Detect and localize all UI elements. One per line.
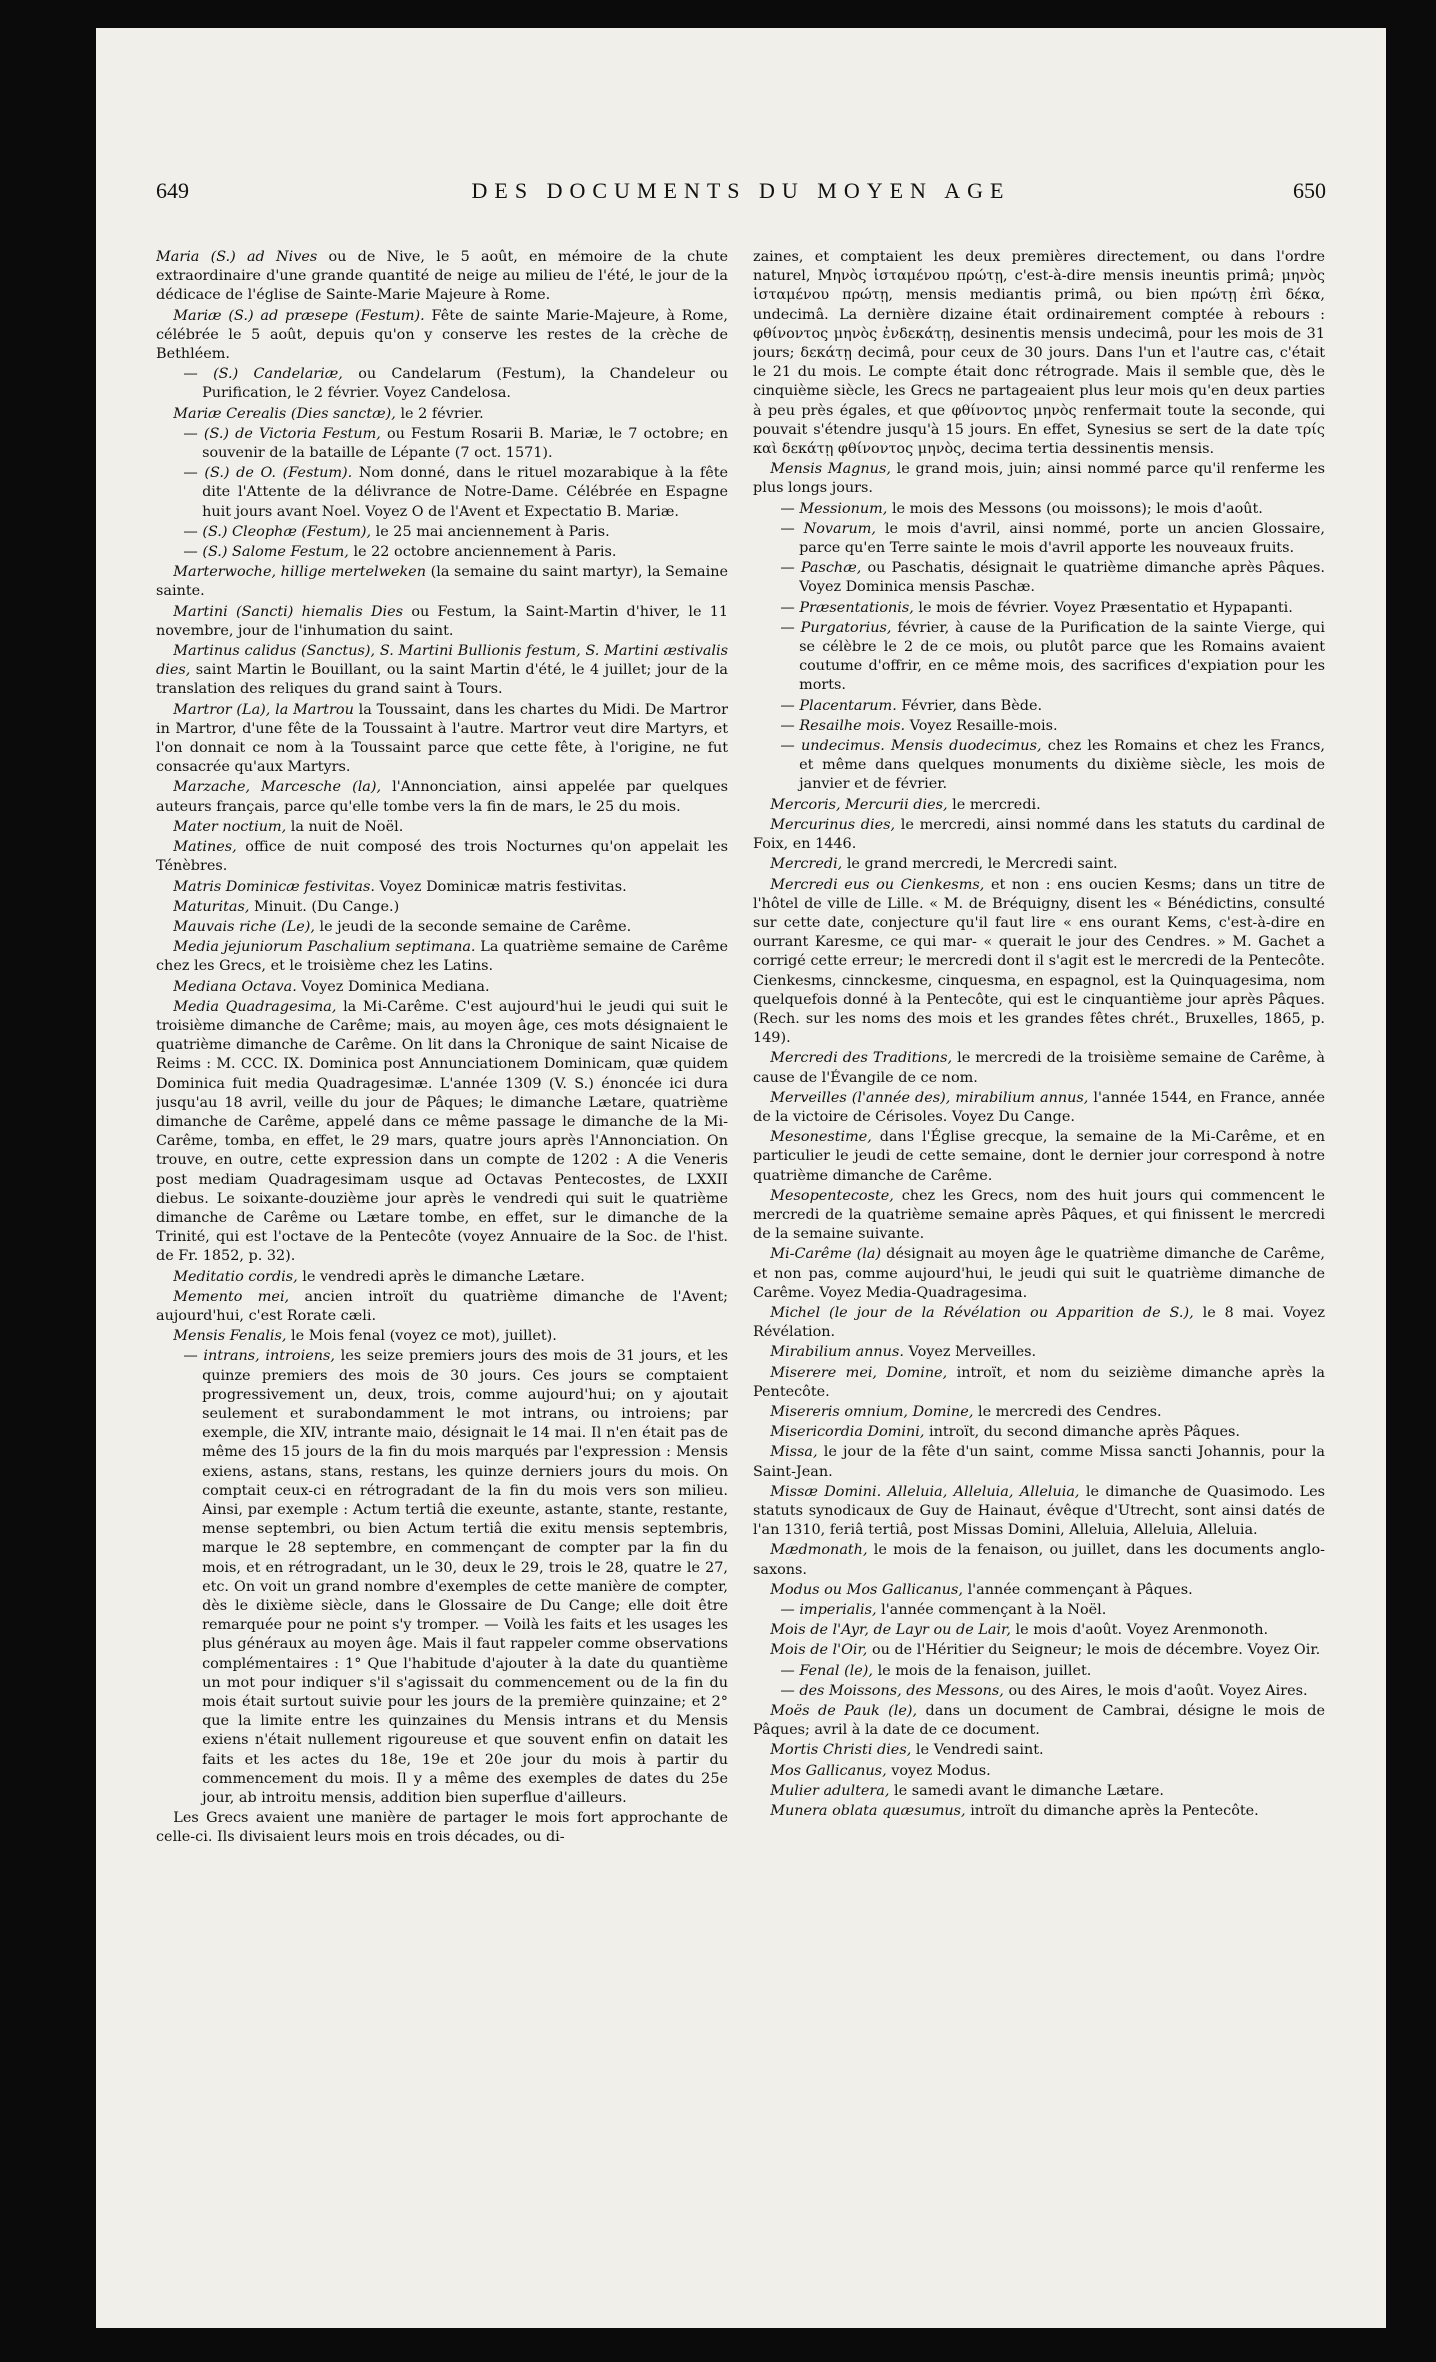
entry-text: dans un document de Cambrai, désigne le mois de Pâques; avril à la date de ce document. [753,1703,1325,1739]
entry-headword: Mariæ (S.) ad præsepe (Festum). [173,307,425,324]
entry-text: le Vendredi saint. [915,1742,1044,1759]
entry-text: l'année commençant à la Noël. [881,1602,1107,1619]
entry-text: l'année 1544, en France, année de la victoire de Cérisoles. Voyez Du Cange. [753,1089,1325,1125]
glossary-entry [753,1128,1325,1186]
entry-headword: Mois de l'Oir, [770,1642,868,1659]
entry-headword: Misericordia Domini, [770,1424,925,1441]
glossary-entry [799,697,1325,716]
entry-text: Les Grecs avaient une manière de partager le mois fort approchante de celle-ci. Ils divisaient leurs mois en trois décades, ou di- [156,1810,728,1846]
entry-headword: Præsentationis, [799,599,914,616]
entry-text: le 22 octobre anciennement à Paris. [353,544,617,561]
glossary-entry [799,1682,1325,1701]
glossary-entry [156,1288,728,1326]
book-page [96,28,1386,2328]
glossary-entry [202,464,728,522]
glossary-entry [799,737,1325,795]
entry-text: le mois d'avril, ainsi nommé, porte un ancien Glossaire, parce qu'en Terre sainte le mois d'avril apporte les nouveaux fruits. [799,520,1325,557]
glossary-entry [753,460,1325,498]
entry-headword: Mois de l'Ayr, de Layr ou de Lair, [770,1622,1011,1639]
glossary-entry [753,1089,1325,1127]
entry-text: le mois de février. Voyez Præsentatio et Hypapanti. [918,599,1293,616]
entry-text: Voyez Dominica Mediana. [301,978,490,995]
glossary-entry [753,1702,1325,1740]
entry-text: ou Paschatis, désignait le quatrième dimanche après Pâques. Voyez Dominica mensis Paschæ. [799,560,1325,596]
entry-headword: Mortis Christi dies, [770,1742,912,1759]
glossary-entry [156,603,728,641]
entry-headword: Maria (S.) ad Nives [156,249,318,265]
entry-headword: Mercurinus dies, [770,816,896,833]
entry-text: Minuit. (Du Cange.) [254,898,400,915]
glossary-entry [156,642,728,700]
entry-text: le mercredi de la troisième semaine de Carême, à cause de l'Évangile de ce nom. [753,1050,1325,1086]
glossary-entry [156,701,728,778]
glossary-entry [156,248,728,306]
glossary-entry [156,1268,728,1287]
entry-headword: Mercredi eus ou Cienkesms, [770,876,985,893]
entry-text: le mercredi, ainsi nommé dans les statuts du cardinal de Foix, en 1446. [753,816,1325,853]
entry-text: Nom donné, dans le rituel mozarabique à la fête dite l'Attente de la délivrance de Notre-Dame. Célébrée en Espagne huit jours avant Noel. Voyez O de l'Avent et Expectatio B. Mariæ. [202,465,728,520]
entry-headword: Mauvais riche (Le), [173,918,315,935]
entry-headword: Mulier adultera, [770,1782,890,1799]
entry-headword: Messionum, [799,500,888,517]
entry-text: Voyez Merveilles. [908,1344,1037,1361]
left-column [156,248,728,2298]
entry-text: la Toussaint, dans les chartes du Midi. De Martror in Martror, d'une fête de la Toussaint à l'autre. Martror veut dire Martyrs, et l'on donnait ce nom à la Toussaint parce que cette fête, à l'origine, ne fut consacrée qu'aux Martyrs. [156,701,728,776]
glossary-entry [156,1809,728,1847]
glossary-entry [799,500,1325,519]
entry-text: La quatrième semaine de Carême chez les Grecs, et le troisième chez les Latins. [156,939,728,975]
entry-text: zaines, et comptaient les deux premières directement, ou dans l'ordre naturel, Μηνὸς ἱσταμένου πρώτῃ, c'est-à-dire mensis ineuntis primâ; μηνὸς ἱσταμένου πρώτῃ, mensis mediantis primâ, ou bien πρώτῃ ἐπὶ δέκα, undecimâ. La dernière dizaine était ordinairement comptée à rebours : φθίνοντος μηνὸς ἐνδεκάτῃ, desinentis mensis undecimâ, pour les mois de 31 jours; δεκάτῃ decimâ, pour ceux de 30 jours. Dans l'un et l'autre cas, c'était le 21 du mois. Le compte était donc rétrograde. Mais il semble que, dès le cinquième siècle, les Grecs ne partageaient plus leur mois qu'en deux parties à peu près égales, et que φθίνοντος μηνὸς renfermait toute la seconde, qui pouvait s'étendre jusqu'à 15 jours. En effet, Synesius se sert de la date τρίς καὶ δεκάτῃ φθίνοντος μηνὸς, decima tertia dessinentis mensis. [753,249,1325,458]
entry-text: ou de l'Héritier du Seigneur; le mois de décembre. Voyez Oir. [871,1642,1321,1659]
entry-headword: (S.) de O. (Festum). [204,465,353,482]
glossary-entry [753,1641,1325,1660]
entry-headword: Missæ Domini. Alleluia, Alleluia, Alleluia, [770,1483,1080,1500]
entry-headword: Merveilles (l'année des), mirabilium annus, [770,1089,1089,1106]
glossary-entry [753,248,1325,459]
entry-headword: Misereris omnium, Domine, [770,1403,974,1420]
entry-text: chez les Grecs, nom des huit jours qui commencent le mercredi de la quatrième semaine après Pâques, et qui finissent le mercredi de la semaine suivante. [753,1187,1325,1243]
glossary-entry [202,1347,728,1808]
glossary-entry [202,425,728,463]
glossary-entry [753,1423,1325,1442]
entry-headword: Paschæ, [800,560,862,577]
entry-headword: Mirabilium annus. [770,1344,904,1361]
entry-text: le mercredi. [952,796,1041,813]
entry-headword: Missa, [770,1444,818,1461]
entry-text: ou des Aires, le mois d'août. Voyez Aires. [1008,1682,1308,1699]
entry-headword: Mercredi, [770,856,843,873]
glossary-entry [156,1327,728,1346]
glossary-entry [799,1601,1325,1620]
entry-headword: Novarum, [803,520,876,537]
entry-headword: (S.) Cleophæ (Festum), [202,523,372,540]
glossary-entry [156,778,728,816]
right-column [753,248,1325,2298]
entry-headword: undecimus. Mensis duodecimus, [800,738,1042,755]
entry-headword: Matines, [173,839,237,856]
entry-headword: (S.) Salome Festum, [202,544,349,561]
entry-text: dans l'Église grecque, la semaine de la Mi-Carême, et en particulier le jeudi de cette semaine, dont le dernier jour correspond à notre quatrième dimanche de Carême. [753,1129,1325,1184]
entry-headword: Mensis Fenalis, [173,1328,287,1345]
entry-text: introït, et nom du seizième dimanche après la Pentecôte. [753,1364,1325,1400]
glossary-entry [156,818,728,837]
entry-text: ou Candelarum (Festum), la Chandeleur ou Purification, le 2 février. Voyez Candelosa. [202,366,728,402]
entry-headword: Media Quadragesima, [173,998,337,1015]
entry-text: le jeudi de la seconde semaine de Carême. [319,918,632,935]
entry-text: le Mois fenal (voyez ce mot), juillet). [291,1328,557,1345]
glossary-entry [753,1187,1325,1245]
glossary-entry [799,520,1325,558]
entry-text: le mois de la fenaison, juillet. [877,1662,1092,1679]
entry-headword: Martror (La), la Martrou [173,701,354,718]
entry-headword: Munera oblata quæsumus, [770,1803,966,1820]
entry-text: le samedi avant le dimanche Lætare. [894,1782,1164,1799]
entry-headword: Marterwoche, hillige mertelweken [173,564,426,581]
glossary-entry [753,1741,1325,1760]
entry-headword: Mesopentecoste, [770,1187,894,1204]
glossary-entry [753,1541,1325,1579]
entry-headword: Moës de Pauk (le), [770,1703,918,1720]
entry-text: février, à cause de la Purification de la sainte Vierge, qui se célèbre le 2 de ce mois, ou plutôt parce que les Romains avaient coutume d'offrir, en ce même mois, des sacrifices d'expiation pour les morts. [799,619,1325,694]
entry-text: les seize premiers jours des mois de 31 jours, et les quinze premiers des mois de 30 jours. Ces jours se comptaient progressivement un, deux, trois, comme aujourd'hui; on y ajoutait seulement et surabondamment le mot intrans, ou introiens; par exemple, die XIV, intrante maio, désignait le 14 mai. Il n'en était pas de même des 15 jours de la fin du mois marqués par l'expression : Mensis exiens, astans, stans, restans, les quinze derniers jours du mois. On comptait ceux-ci en rétrogradant de la fin du mois vers son milieu. Ainsi, par exemple : Actum tertiâ die exeunte, astante, stante, restante, mense septembri, ou bien Actum tertiâ die exitu mensis septembris, marque le 28 septembre, en commençant de compter par la fin du mois, et en rétrogradant, un le 30, deux le 29, trois le 28, quatre le 27, etc. On voit un grand nombre d'exemples de cette manière de compter, dès le dixième siècle, dans le Glossaire de Du Cange; elle doit être remarquée pour ne point s'y tromper. — Voilà les faits et les usages les plus généraux au moyen âge. Mais il faut rappeler comme observations complémentaires : 1° Que l'habitude d'ajouter à la date du quantième un mot pour indiquer s'il s'agissait du commencement ou de la fin du mois était surtout suivie pour les jours de la première quinzaine; et 2° que la limite entre les quinzaines du Mensis intrans et du Mensis exiens n'était nullement rigoureuse et que souvent enfin on datait les faits et les actes du 18e, 19e et 20e jour du mois à partir du commencement du mois. Il y a même des exemples de dates du 25e jour, ab introitu mensis, addition bien superflue d'ailleurs. [202,1348,728,1807]
page-number-left: 649 [156,178,189,203]
entry-text: et non : ens oucien Kesms; dans un titre de l'hôtel de ville de Lille. « M. de Bréquigny, disent les « Bénédictins, consulté sur cette date, conjecture qu'il faut lire « ens ourant Kems, c'est-à-dire en ourrant Karesme, ce qui mar- « querait le jour des Cendres. » M. Gachet a corrigé cette erreur; le mercredi dont il s'agit est le mercredi de la Pentecôte. Cienkesms, cinnckesme, cinquesma, en espagnol, est la Quinquagesima, nom quelquefois donné à la Pentecôte, qui est le cinquantième jour après Pâques. (Rech. sur les noms des mois et les grandes fêtes chrét., Bruxelles, 1865, p. 149). [753,876,1325,1047]
glossary-entry [753,1343,1325,1362]
entry-text: office de nuit composé des trois Nocturnes qu'on appelait les Ténèbres. [156,839,728,875]
entry-headword: Mariæ Cerealis (Dies sanctæ), [173,405,396,422]
page-number-right: 650 [1293,178,1326,203]
glossary-entry [799,619,1325,696]
entry-text: (la semaine du saint martyr), la Semaine sainte. [156,564,728,600]
entry-headword: (S.) Candelariæ, [213,366,343,383]
glossary-entry [753,1364,1325,1402]
glossary-entry [202,543,728,562]
entry-text: le 8 mai. Voyez Révélation. [753,1304,1325,1341]
entry-headword: Mensis Magnus, [770,461,891,478]
entry-headword: imperialis, [799,1602,877,1619]
entry-text: Voyez Resaille-mois. [909,717,1058,734]
entry-text: l'Annonciation, ainsi appelée par quelques auteurs français, parce qu'elle tombe vers la fin de mars, le 25 du mois. [156,779,728,815]
entry-text: désignait au moyen âge le quatrième dimanche de Carême, et non pas, comme aujourd'hui, le jeudi qui suit le quatrième dimanche de Carême. Voyez Media-Quadragesima. [753,1246,1325,1301]
entry-text: la Mi-Carême. C'est aujourd'hui le jeudi qui suit le troisième dimanche de Carême; mais, au moyen âge, ces mots désignaient le quatrième dimanche de Carême. On lit dans la Chronique de saint Nicaise de Reims : M. CCC. IX. Dominica post Annunciationem Dominicam, quæ quidem Dominica fuit media Quadragesimæ. L'année 1309 (V. S.) énoncée ici dura jusqu'au 18 avril, veille du jour de Pâques; le dimanche Lætare, quatrième dimanche de Carême, appelé dans ce même passage le dimanche de la Mi-Carême, tomba, en effet, le 29 mars, quatre jours après l'Annonciation. On trouve, en outre, cette expression dans un compte de 1202 : A die Veneris post mediam Quadragesimam usque ad Octavas Pentecostes, de LXXII diebus. Le soixante-douzième jour après le vendredi qui suit le quatrième dimanche de Carême ou Lætare tombe, en effet, sur le dimanche de la Trinité, qui est l'octave de la Pentecôte (voyez Annuaire de la Soc. de l'hist. de Fr. 1852, p. 32). [156,998,728,1265]
glossary-entry [799,717,1325,736]
glossary-entry [156,563,728,601]
glossary-entry [156,307,728,365]
glossary-entry [753,1802,1325,1821]
glossary-entry [202,365,728,403]
glossary-entry [753,816,1325,854]
glossary-entry [156,838,728,876]
glossary-entry [156,918,728,937]
entry-text: la nuit de Noël. [290,818,404,835]
glossary-entry [753,1403,1325,1422]
entry-text: le mois de la fenaison, ou juillet, dans les documents anglo-saxons. [753,1542,1325,1578]
glossary-entry [753,1782,1325,1801]
entry-headword: Martini (Sancti) hiemalis Dies [173,603,404,620]
entry-text: le mois d'août. Voyez Arenmonoth. [1015,1622,1269,1639]
entry-headword: (S.) de Victoria Festum, [203,425,381,442]
glossary-entry [753,796,1325,815]
entry-headword: Miserere mei, Domine, [770,1364,948,1381]
glossary-entry [156,898,728,917]
entry-text: le 25 mai anciennement à Paris. [375,523,610,540]
entry-headword: Mædmonath, [770,1542,868,1559]
entry-headword: Mater noctium, [173,818,287,835]
entry-headword: Maturitas, [173,898,250,915]
entry-headword: Resailhe mois. [799,717,906,734]
glossary-entry [799,559,1325,597]
glossary-entry [753,1245,1325,1303]
glossary-entry [799,1662,1325,1681]
glossary-entry [799,599,1325,618]
entry-text: le mois des Messons (ou moissons); le mois d'août. [891,500,1263,517]
entry-headword: Michel (le jour de la Révélation ou Apparition de S.), [770,1304,1194,1321]
entry-text: voyez Modus. [891,1762,991,1779]
glossary-entry [753,1762,1325,1781]
entry-headword: Placentarum. [799,697,897,714]
entry-headword: Mi-Carême (la) [770,1246,882,1263]
entry-text: l'année commençant à Pâques. [967,1581,1193,1598]
glossary-entry [156,978,728,997]
glossary-entry [156,405,728,424]
glossary-entry [753,1304,1325,1342]
entry-text: le 2 février. [400,405,484,422]
entry-text: Fête de sainte Marie-Majeure, à Rome, célébrée le 5 août, depuis qu'on y conserve les restes de la crèche de Bethléem. [156,307,728,363]
glossary-entry [753,855,1325,874]
entry-text: Février, dans Bède. [901,697,1043,714]
entry-text: le jour de la fête d'un saint, comme Missa sancti Johannis, pour la Saint-Jean. [753,1444,1325,1480]
page-header [156,178,1326,218]
entry-text: le dimanche de Quasimodo. Les statuts synodicaux de Guy de Hainaut, évêque d'Utrecht, sont ainsi datés de l'an 1310, feriâ tertiâ, post Missas Domini, Alleluia, Alleluia, Alleluia. [753,1483,1325,1539]
glossary-entry [753,1581,1325,1600]
entry-text: le grand mois, juin; ainsi nommé parce qu'il renferme les plus longs jours. [753,461,1325,497]
entry-text: ou Festum, la Saint-Martin d'hiver, le 11 novembre, jour de l'inhumation du saint. [156,603,728,639]
entry-headword: Purgatorius, [800,619,892,636]
glossary-entry [753,1483,1325,1541]
entry-headword: Modus ou Mos Gallicanus, [770,1581,963,1598]
entry-text: ou Festum Rosarii B. Mariæ, le 7 octobre; en souvenir de la bataille de Lépante (7 oct. 1571). [202,425,728,462]
glossary-entry [753,1049,1325,1087]
entry-text: Voyez Dominicæ matris festivitas. [379,878,627,895]
entry-headword: intrans, introiens, [203,1348,335,1365]
entry-headword: Meditatio cordis, [173,1268,298,1285]
glossary-entry [156,878,728,897]
entry-headword: Marzache, Marcesche (la), [173,779,382,796]
glossary-entry [753,1443,1325,1481]
entry-headword: Mesonestime, [770,1129,872,1146]
glossary-entry [753,1621,1325,1640]
entry-text: ou de Nive, le 5 août, en mémoire de la chute extraordinaire d'une grande quantité de neige au milieu de l'été, le jour de la dédicace de l'église de Sainte-Marie Majeure à Rome. [156,249,728,304]
entry-headword: Matris Dominicæ festivitas. [173,878,375,895]
entry-text: introït du dimanche après la Pentecôte. [970,1803,1259,1820]
entry-headword: Fenal (le), [799,1662,873,1679]
entry-text: ancien introït du quatrième dimanche de l'Avent; aujourd'hui, c'est Rorate cæli. [156,1288,728,1324]
entry-headword: Mediana Octava. [173,978,297,995]
entry-text: le mercredi des Cendres. [977,1403,1162,1420]
entry-headword: Martinus calidus (Sanctus), S. Martini Bullionis festum, S. Martini æstivalis dies, [156,643,728,679]
entry-text: chez les Romains et chez les Francs, et même dans quelques monuments du dixième siècle, les mois de janvier et de février. [799,738,1325,793]
entry-headword: Memento mei, [173,1288,290,1305]
entry-headword: Mos Gallicanus, [770,1762,887,1779]
entry-text: saint Martin le Bouillant, ou la saint Martin d'été, le 4 juillet; jour de la translation des reliques du grand saint à Tours. [156,662,728,698]
entry-text: le grand mercredi, le Mercredi saint. [846,856,1118,873]
entry-headword: Mercredi des Traditions, [770,1050,953,1067]
entry-headword: Mercoris, Mercurii dies, [770,796,948,813]
glossary-entry [156,938,728,976]
glossary-entry [202,523,728,542]
entry-headword: des Moissons, des Messons, [799,1682,1004,1699]
glossary-entry [156,998,728,1267]
entry-text: le vendredi après le dimanche Lætare. [302,1268,585,1285]
running-title: DES DOCUMENTS DU MOYEN AGE [471,178,1011,203]
glossary-entry [753,876,1325,1049]
entry-headword: Media jejuniorum Paschalium septimana. [173,939,476,956]
entry-text: introït, du second dimanche après Pâques. [929,1424,1240,1441]
